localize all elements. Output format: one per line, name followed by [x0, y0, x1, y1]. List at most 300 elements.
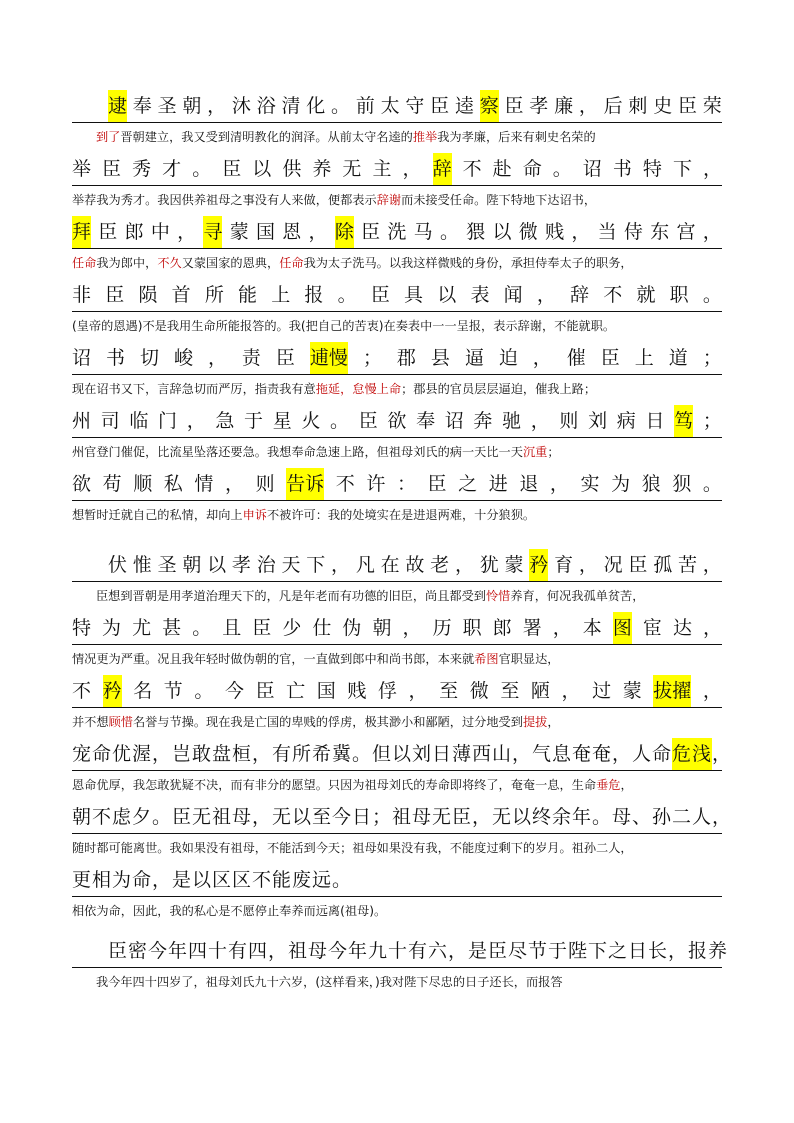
- original-char: 天: [281, 554, 301, 576]
- original-char: 。: [702, 284, 722, 306]
- original-char: 圣: [157, 95, 177, 117]
- original-text-line: [72, 935, 729, 968]
- original-text-line: [72, 675, 722, 708]
- translation-line: [72, 647, 722, 671]
- original-char: 节: [163, 680, 183, 702]
- original-char: 朝不虑夕。臣无祖母，无以至今日；祖母无臣，无以终余年。母、孙二人，: [72, 806, 733, 828]
- original-char: 不: [462, 158, 482, 180]
- translation-line: [72, 251, 722, 275]
- translation-line: [72, 970, 722, 994]
- translation-line: [72, 899, 722, 923]
- original-char: 恩: [282, 221, 302, 243]
- translation-line: [72, 377, 722, 401]
- original-char: 老: [430, 554, 450, 576]
- original-char: 闻: [503, 284, 523, 306]
- original-char: 马: [413, 221, 433, 243]
- original-char: ，: [552, 617, 572, 639]
- highlighted-keyword: 图: [613, 612, 632, 644]
- original-char: 就: [636, 284, 656, 306]
- translation-text: 想暂时迁就自己的私情，却向上: [72, 508, 243, 522]
- translation-keyword: 怜惜: [486, 589, 511, 603]
- original-char: 。: [702, 473, 722, 495]
- original-char: 不: [335, 473, 355, 495]
- translation-text: 我为孝廉，后来有刺史名荣的: [437, 130, 596, 144]
- translation-keyword: 不久: [157, 256, 182, 270]
- original-char: 不: [603, 284, 623, 306]
- translation-text: 臣想到晋朝是用孝道治理天下的，凡是年老而有功德的旧臣，尚且都受到: [96, 589, 486, 603]
- translation-keyword: 到了: [96, 130, 121, 144]
- original-text-line: [72, 549, 722, 582]
- original-char: ，: [224, 473, 244, 495]
- original-char: 臣: [275, 347, 295, 369]
- original-char: 则: [559, 410, 579, 432]
- original-char: 臣: [370, 284, 390, 306]
- original-char: 退: [519, 473, 539, 495]
- original-char: 犹: [479, 554, 499, 576]
- original-char: ；: [702, 410, 722, 432]
- original-char: 臣: [430, 95, 450, 117]
- original-char: 之: [458, 473, 478, 495]
- original-char: 臣密今年四十有四，祖母今年九十有六，是臣尽节于陛下之日长，报养: [108, 940, 729, 962]
- original-char: 中: [150, 221, 170, 243]
- paragraph-3: [72, 935, 729, 994]
- original-char: ，: [549, 473, 569, 495]
- original-char: 太: [380, 95, 400, 117]
- translation-line: [72, 125, 722, 149]
- translation-keyword: 任命: [72, 256, 97, 270]
- original-char: 署: [522, 617, 542, 639]
- original-char: 以: [437, 284, 457, 306]
- original-char: 达: [672, 617, 692, 639]
- highlighted-keyword: 拔擢: [653, 675, 691, 707]
- original-char: 书: [105, 347, 125, 369]
- translation-text: 我为太子洗马。以我这样微贱的身份，承担侍奉太子的职务，: [303, 256, 633, 270]
- original-char: ，: [408, 680, 428, 702]
- original-char: 微: [469, 680, 489, 702]
- original-char: 荣: [702, 95, 722, 117]
- original-text-line: [72, 405, 722, 438]
- original-char: 举: [72, 158, 92, 180]
- translation-line: [72, 503, 722, 527]
- translation-line: [72, 314, 722, 338]
- original-char: 以: [252, 158, 272, 180]
- original-char: 病: [616, 410, 636, 432]
- original-char: 守: [405, 95, 425, 117]
- original-char: 。: [331, 95, 351, 117]
- highlighted-keyword: 逋慢: [310, 342, 348, 374]
- original-char: 蒙: [229, 221, 249, 243]
- original-char: 臣: [677, 95, 697, 117]
- original-char: 奉: [416, 410, 436, 432]
- original-char: 上: [271, 284, 291, 306]
- paragraph-gap: [72, 531, 722, 549]
- original-char: 臣: [102, 158, 122, 180]
- original-char: 狈: [672, 473, 692, 495]
- highlighted-keyword: 辞: [433, 153, 452, 185]
- translation-text: 不被许可：我的处境实在是进退两难，十分狼狈。: [267, 508, 536, 522]
- original-char: 亡: [286, 680, 306, 702]
- translation-text: ，: [547, 715, 560, 729]
- translation-keyword: 拖延，怠慢上命: [315, 382, 402, 396]
- original-char: 化: [306, 95, 326, 117]
- original-text-line: [72, 738, 733, 771]
- original-char: 职: [669, 284, 689, 306]
- original-char: 朝: [182, 554, 202, 576]
- translation-line: [72, 440, 722, 464]
- original-char: 朝: [372, 617, 392, 639]
- original-char: 下: [672, 158, 692, 180]
- original-char: 命: [522, 158, 542, 180]
- original-char: 特: [72, 617, 92, 639]
- original-char: ，: [702, 554, 722, 576]
- original-char: 当: [597, 221, 617, 243]
- highlighted-keyword: 拜: [72, 216, 91, 248]
- original-char: 特: [642, 158, 662, 180]
- translation-text: 而未接受任命。陛下特地下达诏书，: [401, 193, 597, 207]
- translation-keyword: 顾惜: [108, 715, 133, 729]
- original-char: 甚: [162, 617, 182, 639]
- original-text-line: [72, 864, 722, 897]
- original-char: 进: [488, 473, 508, 495]
- translation-keyword: 任命: [279, 256, 304, 270]
- original-text-line: [72, 801, 733, 834]
- original-char: 朝: [182, 95, 202, 117]
- translation-text: 我今年四十四岁了，祖母刘氏九十六岁，(这样看来，)我对陛下尽忠的日子还长，而报答: [96, 975, 563, 989]
- original-char: 以: [207, 554, 227, 576]
- original-char: 。: [552, 158, 572, 180]
- original-char: 在: [380, 554, 400, 576]
- original-char: 蒙: [504, 554, 524, 576]
- original-char: ，: [702, 158, 722, 180]
- original-char: 急: [215, 410, 235, 432]
- translation-text: ；: [547, 445, 560, 459]
- highlighted-keyword: 逮: [108, 90, 127, 122]
- original-char: 则: [255, 473, 275, 495]
- original-char: 苦: [677, 554, 697, 576]
- original-char: 伪: [342, 617, 362, 639]
- original-char: 诏: [582, 158, 602, 180]
- original-char: 首: [171, 284, 191, 306]
- translation-text: 名誉与节操。现在我是亡国的卑贱的俘虏，极其渺小和鄙陋，过分地受到: [132, 715, 523, 729]
- original-char: 东: [650, 221, 670, 243]
- translation-text: 现在诏书又下，言辞急切而严厉，指责我有意: [72, 382, 316, 396]
- original-char: 责: [241, 347, 261, 369]
- original-char: 臣: [358, 410, 378, 432]
- original-char: 日: [645, 410, 665, 432]
- highlighted-keyword: 寻: [203, 216, 222, 248]
- original-char: ，: [207, 347, 227, 369]
- original-char: ，: [186, 410, 206, 432]
- original-char: 臣: [98, 221, 118, 243]
- paragraph-1: [72, 90, 722, 527]
- original-char: 且: [222, 617, 242, 639]
- original-char: 奔: [473, 410, 493, 432]
- translation-keyword: 申诉: [242, 508, 267, 522]
- original-char: 催: [566, 347, 586, 369]
- original-char: 迫: [498, 347, 518, 369]
- original-char: 后: [603, 95, 623, 117]
- translation-text: ；郡县的官员层层逼迫，催我上路；: [401, 382, 597, 396]
- original-char: 臣: [628, 554, 648, 576]
- original-text-line: [72, 468, 722, 501]
- original-char: 至: [500, 680, 520, 702]
- highlighted-keyword: 察: [480, 90, 499, 122]
- translation-text: 官职显达，: [498, 652, 560, 666]
- original-char: 郎: [124, 221, 144, 243]
- original-char: 逵: [454, 95, 474, 117]
- original-text-line: [72, 216, 722, 249]
- original-char: 道: [668, 347, 688, 369]
- original-char: 火: [301, 410, 321, 432]
- original-char: 星: [272, 410, 292, 432]
- original-char: 不: [72, 680, 92, 702]
- original-char: 刺: [628, 95, 648, 117]
- original-char: 少: [282, 617, 302, 639]
- original-char: 治: [256, 554, 276, 576]
- original-char: 养: [312, 158, 332, 180]
- original-text-line: [72, 90, 722, 123]
- original-char: 侍: [623, 221, 643, 243]
- paragraph-2: [72, 549, 733, 923]
- original-char: 诏: [72, 347, 92, 369]
- original-char: 情: [194, 473, 214, 495]
- original-char: 表: [470, 284, 490, 306]
- translation-text: (皇帝的恩遇)不是我用生命所能报答的。我(把自己的苦衷)在奏表中一一呈报，表示辞谢，不能就职。: [72, 319, 616, 333]
- original-char: 臣: [222, 158, 242, 180]
- original-char: 俘: [377, 680, 397, 702]
- original-char: 无: [342, 158, 362, 180]
- original-char: 况: [603, 554, 623, 576]
- original-char: 宫: [676, 221, 696, 243]
- original-char: 州: [72, 410, 92, 432]
- original-char: 蒙: [622, 680, 642, 702]
- original-char: 顺: [133, 473, 153, 495]
- original-char: ，: [702, 221, 722, 243]
- original-char: ；: [362, 347, 382, 369]
- translation-text: 恩命优厚，我怎敢犹疑不决，而有非分的愿望。只因为祖母刘氏的寿命即将终了，奄奄一息，生命: [72, 778, 597, 792]
- original-char: 县: [430, 347, 450, 369]
- translation-text: 相依为命，因此，我的私心是不愿停止奉养而远离(祖母)。: [72, 904, 387, 918]
- original-char: ，: [402, 158, 422, 180]
- original-char: 临: [129, 410, 149, 432]
- original-char: 供: [282, 158, 302, 180]
- original-text-line: [72, 612, 722, 645]
- highlighted-keyword: 危浅: [672, 738, 712, 770]
- original-char: ，: [532, 347, 552, 369]
- translation-keyword: 提拔: [522, 715, 548, 729]
- translation-line: [72, 584, 722, 608]
- original-char: 非: [72, 284, 92, 306]
- original-char: ，: [561, 680, 581, 702]
- original-char: 切: [139, 347, 159, 369]
- original-char: 沐: [231, 95, 251, 117]
- original-char: ，: [536, 284, 556, 306]
- original-char: 臣: [361, 221, 381, 243]
- original-char: 伏: [108, 554, 128, 576]
- original-char: 今: [224, 680, 244, 702]
- original-char: 孝: [231, 554, 251, 576]
- original-char: ，: [702, 617, 722, 639]
- original-char: 为: [102, 617, 122, 639]
- original-char: ，: [331, 554, 351, 576]
- translation-keyword: 推举: [412, 130, 438, 144]
- original-char: 下: [306, 554, 326, 576]
- original-char: 名: [133, 680, 153, 702]
- original-char: 尤: [132, 617, 152, 639]
- original-char: 凡: [355, 554, 375, 576]
- translation-keyword: 沉重: [522, 445, 548, 459]
- original-char: 上: [634, 347, 654, 369]
- original-char: 报: [304, 284, 324, 306]
- translation-text: ，: [620, 778, 633, 792]
- original-char: 过: [592, 680, 612, 702]
- original-char: 。: [337, 284, 357, 306]
- original-char: 圣: [157, 554, 177, 576]
- translation-text: 举荐我为秀才。我因供养祖母之事没有人来做，便都表示: [72, 193, 377, 207]
- original-char: 才: [162, 158, 182, 180]
- original-char: ，: [578, 554, 598, 576]
- original-char: ，: [177, 221, 197, 243]
- original-char: 前: [355, 95, 375, 117]
- original-char: 诏: [444, 410, 464, 432]
- original-char: 所: [204, 284, 224, 306]
- original-char: 辞: [570, 284, 590, 306]
- original-char: 为: [611, 473, 631, 495]
- original-char: 清: [281, 95, 301, 117]
- original-char: 臣: [504, 95, 524, 117]
- translation-text: 又蒙国家的恩典，: [181, 256, 280, 270]
- original-char: 故: [405, 554, 425, 576]
- translation-line: [72, 710, 722, 734]
- original-char: 主: [372, 158, 392, 180]
- original-char: 臣: [105, 284, 125, 306]
- original-text-line: [72, 279, 722, 312]
- original-char: ；: [702, 347, 722, 369]
- original-char: 育: [554, 554, 574, 576]
- original-char: 贱: [347, 680, 367, 702]
- original-char: ：: [396, 473, 416, 495]
- original-char: 狼: [641, 473, 661, 495]
- original-char: 郎: [492, 617, 512, 639]
- original-char: ，: [207, 95, 227, 117]
- original-char: ，: [530, 410, 550, 432]
- translation-text: 情况更为严重。况且我年轻时做伪朝的官，一直做到郎中和尚书郎，本来就: [72, 652, 475, 666]
- original-char: 职: [462, 617, 482, 639]
- original-char: 国: [255, 221, 275, 243]
- original-char: 于: [244, 410, 264, 432]
- original-text-line: [72, 342, 722, 375]
- original-char: 猥: [466, 221, 486, 243]
- original-char: 逼: [464, 347, 484, 369]
- original-char: 。: [192, 617, 212, 639]
- original-char: 。: [439, 221, 459, 243]
- original-char: 孤: [653, 554, 673, 576]
- original-char: 私: [163, 473, 183, 495]
- original-char: ，: [578, 95, 598, 117]
- original-char: 驰: [502, 410, 522, 432]
- original-char: ，: [402, 617, 422, 639]
- original-char: 以: [492, 221, 512, 243]
- original-text-line: [72, 153, 722, 186]
- original-char: 赴: [492, 158, 512, 180]
- original-char: 浴: [256, 95, 276, 117]
- original-char: 臣: [252, 617, 272, 639]
- document-page: [72, 90, 733, 998]
- translation-text: 晋朝建立，我又受到清明教化的润泽。从前太守名逵的: [120, 130, 413, 144]
- translation-keyword: 希图: [474, 652, 499, 666]
- original-char: 书: [612, 158, 632, 180]
- original-char: 具: [404, 284, 424, 306]
- original-char: 。: [192, 158, 212, 180]
- highlighted-keyword: 告诉: [286, 468, 324, 500]
- original-char: 历: [432, 617, 452, 639]
- translation-text: 州官登门催促，比流星坠落还要急。我想奉命急速上路，但祖母刘氏的病一天比一天: [72, 445, 523, 459]
- translation-line: [72, 188, 722, 212]
- original-char: ，: [702, 680, 722, 702]
- original-char: 宦: [642, 617, 662, 639]
- original-char: 史: [653, 95, 673, 117]
- original-char: 陋: [530, 680, 550, 702]
- original-char: 。: [330, 410, 350, 432]
- original-char: 刘: [588, 410, 608, 432]
- original-char: 陨: [138, 284, 158, 306]
- original-char: 司: [100, 410, 120, 432]
- original-char: 臣: [427, 473, 447, 495]
- translation-keyword: 垂危: [596, 778, 621, 792]
- original-char: 廉: [554, 95, 574, 117]
- original-char: 欲: [387, 410, 407, 432]
- original-char: 苟: [102, 473, 122, 495]
- original-char: 孝: [529, 95, 549, 117]
- translation-text: 我为郎中，: [96, 256, 158, 270]
- original-char: 更相为命，是以区区不能废远。: [72, 869, 353, 891]
- original-char: 臣: [600, 347, 620, 369]
- original-char: 臣: [255, 680, 275, 702]
- original-char: 本: [582, 617, 602, 639]
- original-char: 。: [194, 680, 214, 702]
- original-char: 峻: [173, 347, 193, 369]
- original-char: ，: [454, 554, 474, 576]
- highlighted-keyword: 笃: [674, 405, 693, 437]
- original-char: 能: [238, 284, 258, 306]
- original-char: 许: [366, 473, 386, 495]
- original-char: 贱: [545, 221, 565, 243]
- original-char: 欲: [72, 473, 92, 495]
- translation-keyword: 辞谢: [376, 193, 402, 207]
- original-char: 奉: [132, 95, 152, 117]
- original-char: 仕: [312, 617, 332, 639]
- translation-text: 随时都可能离世。我如果没有祖母，不能活到今天；祖母如果没有我，不能度过剩下的岁月。祖孙二人，: [72, 841, 633, 855]
- original-char: 洗: [387, 221, 407, 243]
- highlighted-keyword: 除: [335, 216, 354, 248]
- highlighted-keyword: 矜: [103, 675, 122, 707]
- original-char: 国: [316, 680, 336, 702]
- original-char: 微: [518, 221, 538, 243]
- original-char: 秀: [132, 158, 152, 180]
- original-char: ，: [571, 221, 591, 243]
- original-char: 惟: [132, 554, 152, 576]
- original-char: 实: [580, 473, 600, 495]
- highlighted-keyword: 矜: [529, 549, 548, 581]
- translation-text: 养育，何况我孤单贫苦，: [510, 589, 645, 603]
- translation-line: [72, 836, 722, 860]
- original-char: 门: [158, 410, 178, 432]
- original-char: ，: [712, 743, 733, 765]
- translation-text: 并不想: [72, 715, 109, 729]
- paragraph-gap: [72, 927, 722, 935]
- original-char: 郡: [396, 347, 416, 369]
- translation-line: [72, 773, 722, 797]
